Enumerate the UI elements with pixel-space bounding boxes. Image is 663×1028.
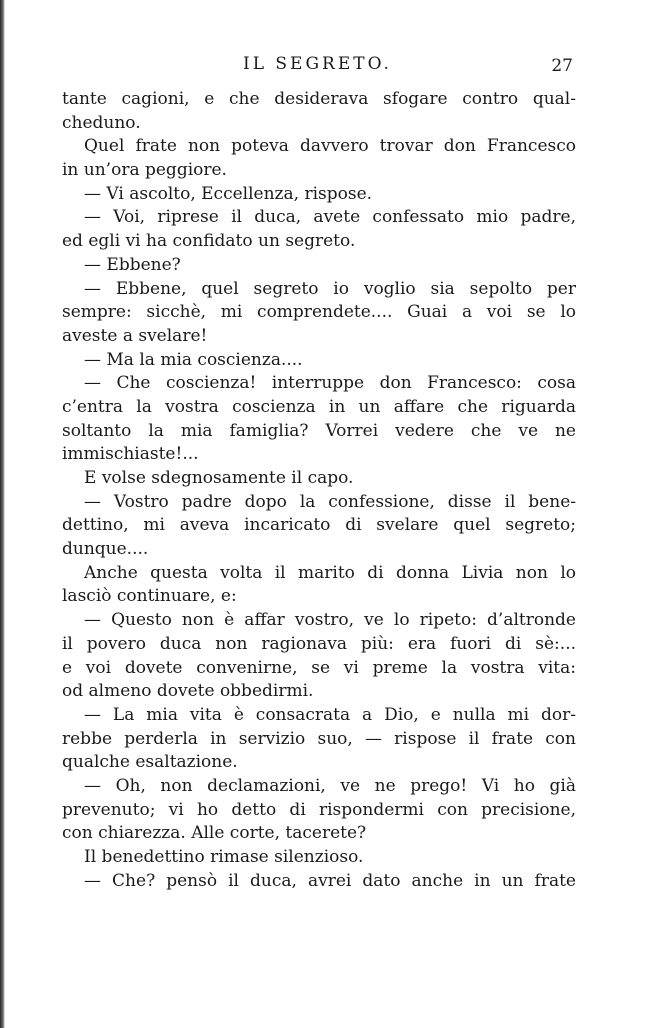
page-number: 27	[551, 56, 573, 76]
running-title: IL SEGRETO.	[243, 54, 392, 74]
text-line: — Oh, non declamazioni, ve ne prego! Vi ho già	[84, 775, 576, 796]
text-line: lasciò continuare, e:	[62, 586, 237, 607]
text-line: — Vostro padre dopo la confessione, disse il bene-	[84, 491, 576, 512]
text-line: in un’ora peggiore.	[62, 160, 227, 181]
text-line: — Questo non è affar vostro, ve lo ripeto: d’altronde	[84, 610, 576, 631]
text-line: tante cagioni, e che desiderava sfogare contro qual-	[62, 89, 576, 109]
body-text	[62, 88, 576, 893]
text-line: c’entra la vostra coscienza in un affare che riguarda	[62, 396, 576, 417]
page-binding-edge	[0, 0, 5, 1028]
text-line: Quel frate non poteva davvero trovar don Francesco	[84, 136, 576, 157]
text-line: soltanto la mia famiglia? Vorrei vedere che ve ne	[62, 420, 576, 441]
text-line: aveste a svelare!	[62, 325, 208, 346]
text-line: rebbe perderla in servizio suo, — rispose il frate con	[62, 728, 576, 749]
text-line: od almeno dovete obbedirmi.	[62, 681, 314, 702]
text-line: — Voi, riprese il duca, avete confessato mio padre,	[84, 207, 576, 228]
text-line: cheduno.	[62, 112, 141, 133]
running-header	[60, 54, 575, 82]
text-line: qualche esaltazione.	[62, 752, 238, 773]
text-line: — Che? pensò il duca, avrei dato anche in un frate	[84, 870, 576, 891]
text-line: E volse sdegnosamente il capo.	[84, 468, 354, 488]
text-line: immischiaste!...	[62, 444, 199, 465]
text-line: Il benedettino rimase silenzioso.	[84, 847, 364, 867]
text-line: e voi dovete convenirne, se vi preme la vostra vita:	[62, 657, 576, 678]
text-line: dunque....	[62, 539, 149, 560]
text-line: — Vi ascolto, Eccellenza, rispose.	[84, 183, 373, 204]
text-line: — Che coscienza! interruppe don Francesco: cosa	[84, 373, 576, 394]
text-line: prevenuto; vi ho detto di rispondermi con precisione,	[62, 799, 576, 820]
text-line: ed egli vi ha confidato un segreto.	[62, 231, 356, 252]
text-line: con chiarezza. Alle corte, tacerete?	[62, 823, 367, 844]
text-line: — Ma la mia coscienza....	[84, 349, 303, 370]
text-line: il povero duca non ragionava più: era fuori di sè:...	[62, 633, 576, 654]
text-line: sempre: sicchè, mi comprendete.... Guai a voi se lo	[62, 302, 576, 323]
text-line: — Ebbene?	[84, 254, 181, 275]
text-line: Anche questa volta il marito di donna Livia non lo	[84, 562, 576, 583]
text-line: — Ebbene, quel segreto io voglio sia sepolto per	[84, 278, 576, 299]
text-line: dettino, mi aveva incaricato di svelare quel segreto;	[62, 515, 576, 536]
text-line: — La mia vita è consacrata a Dio, e nulla mi dor-	[84, 704, 576, 725]
